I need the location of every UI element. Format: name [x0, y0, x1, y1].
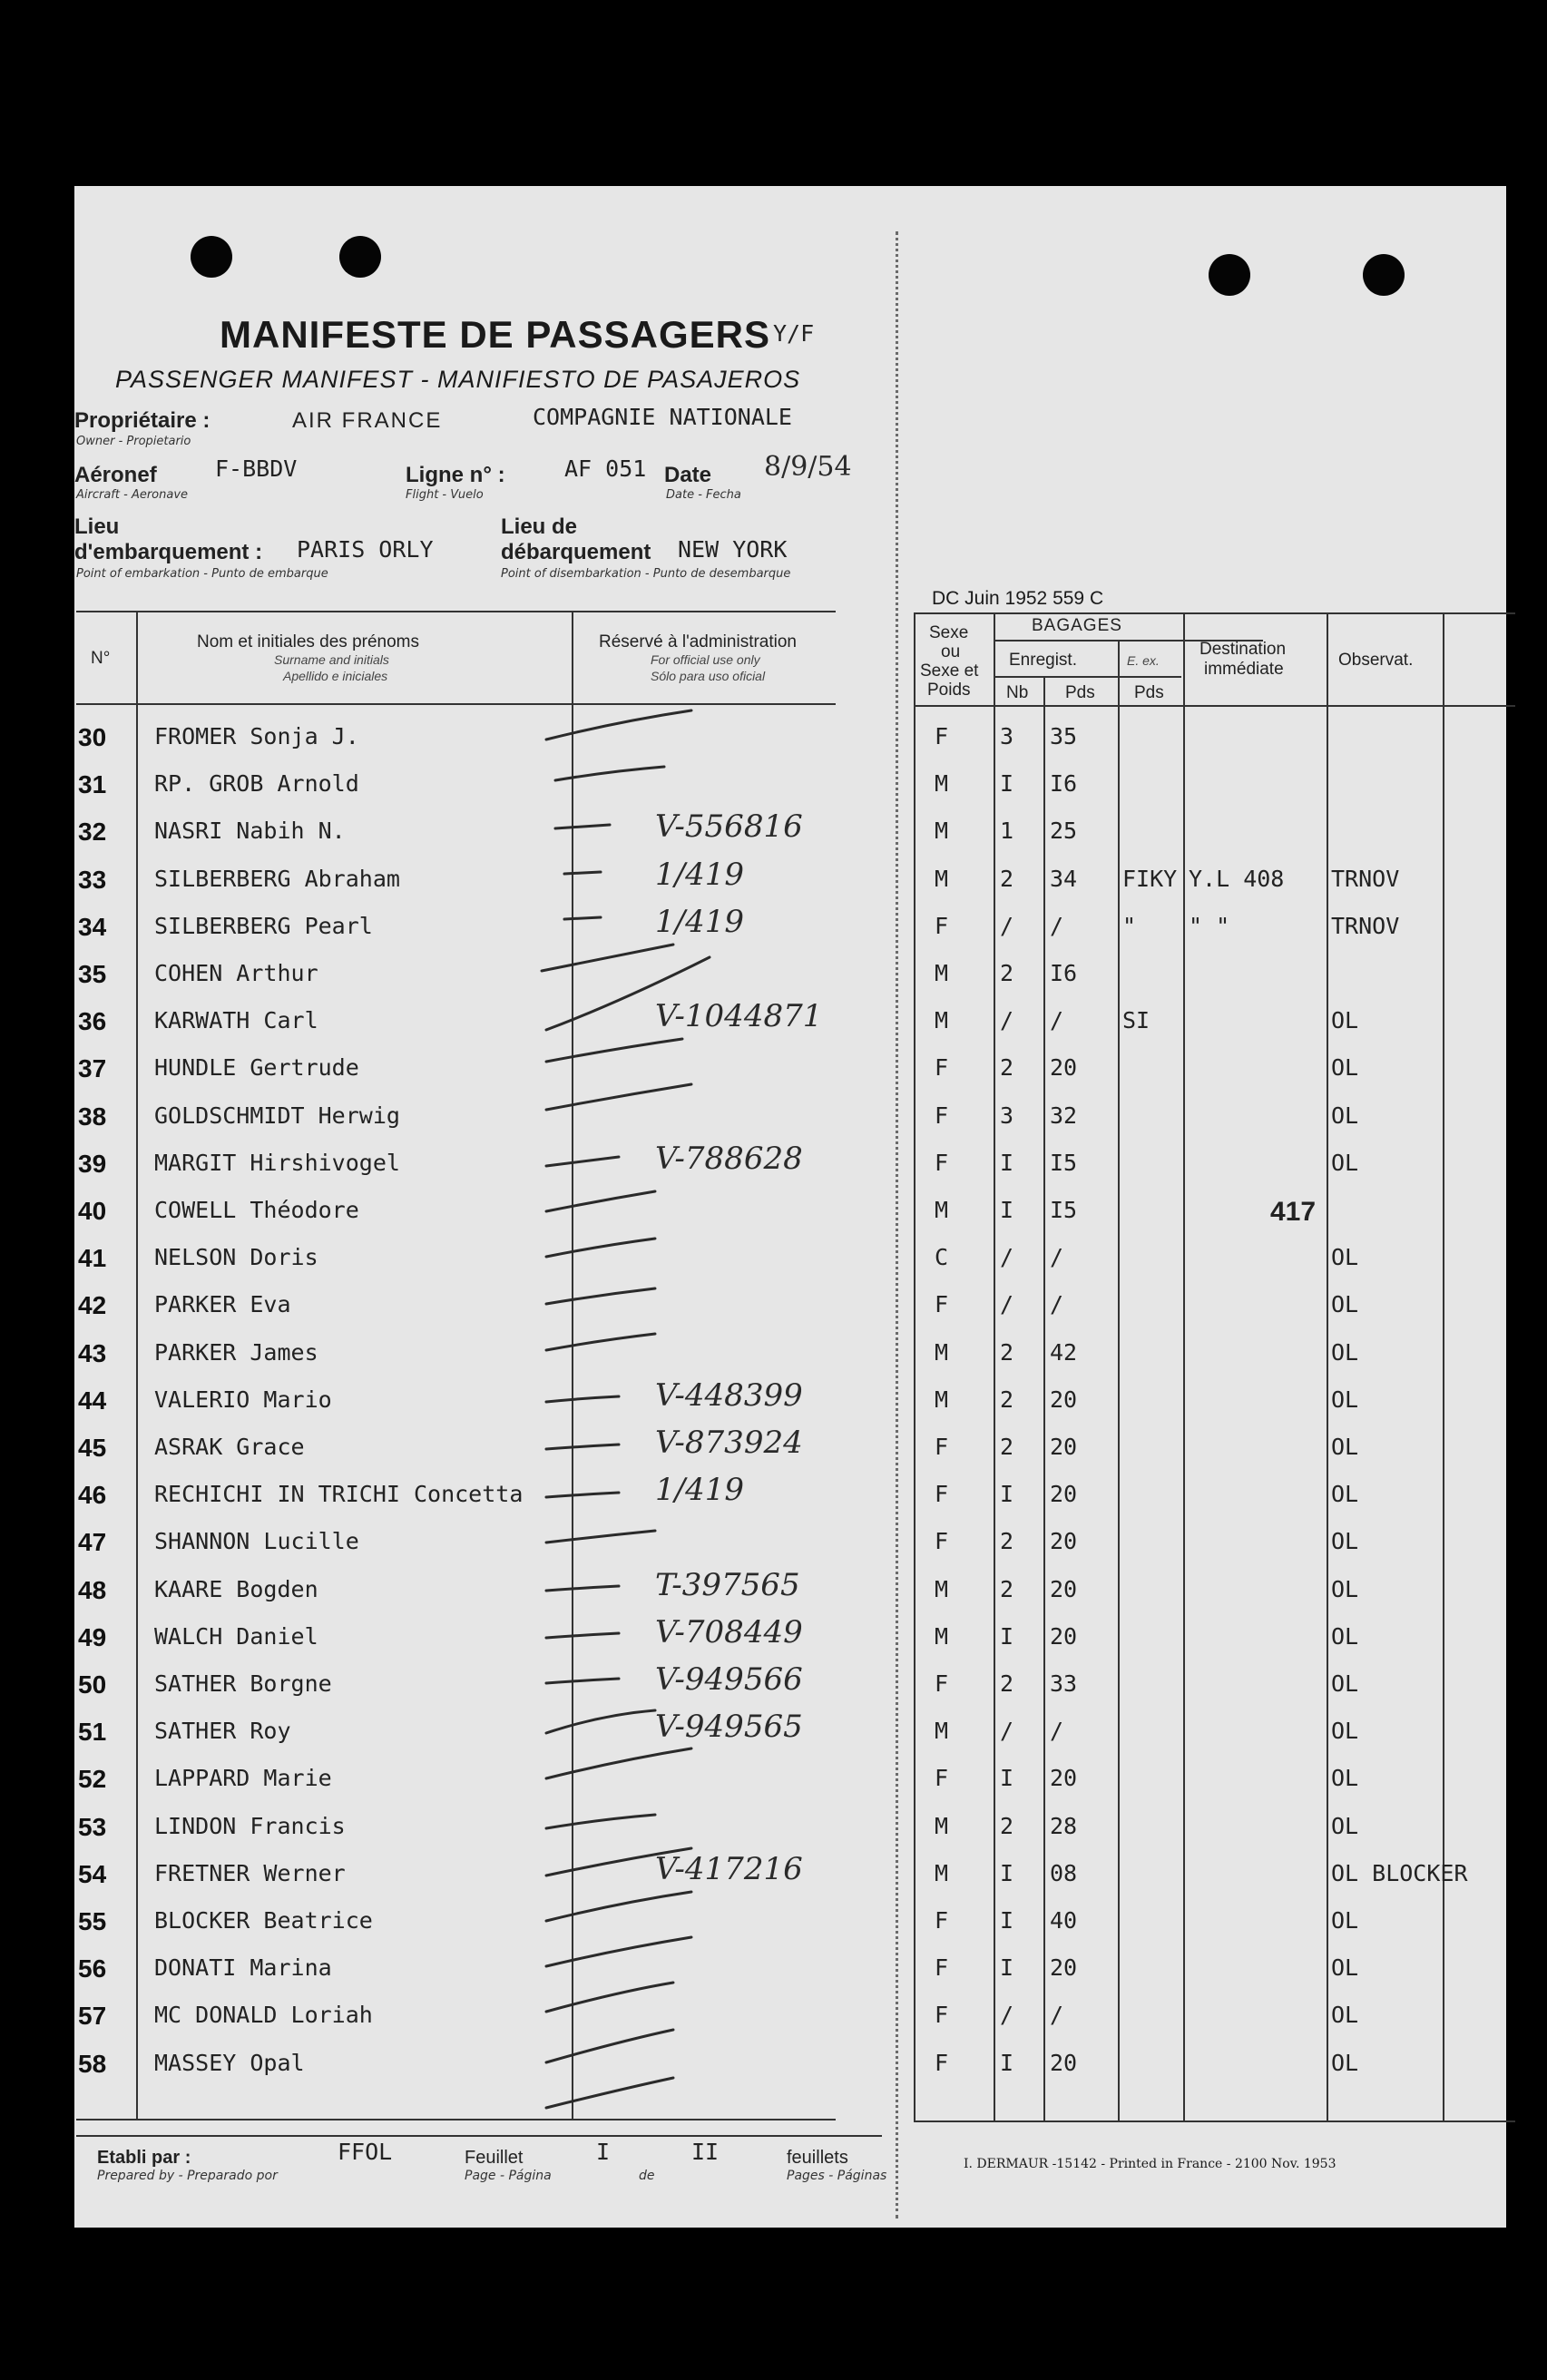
observation: OL: [1331, 2050, 1359, 2076]
passenger-sex: M: [935, 818, 949, 844]
row-number: 33: [78, 866, 107, 894]
baggage-weight: 20: [1050, 1765, 1078, 1791]
row-number: 54: [78, 1860, 107, 1888]
admin-visa-number: 1/419: [655, 904, 744, 940]
pen-stroke: [546, 1679, 619, 1683]
pen-stroke: [546, 1710, 655, 1733]
immediate-destination: Y.L 408: [1189, 866, 1285, 892]
passenger-name: LINDON Francis: [154, 1813, 346, 1839]
passenger-sex: F: [935, 1291, 949, 1317]
baggage-weight: /: [1050, 913, 1064, 939]
baggage-count: 3: [1000, 1102, 1014, 1129]
baggage-count: I: [1000, 1623, 1014, 1650]
observation: OL: [1331, 1813, 1359, 1839]
baggage-weight: 20: [1050, 2050, 1078, 2076]
immediate-destination: " ": [1189, 913, 1230, 939]
passenger-sex: F: [935, 913, 949, 939]
date-label: Date: [664, 463, 712, 487]
manifest-title: MANIFESTE DE PASSAGERS: [220, 313, 770, 356]
debark-sub: Point of disembarkation - Punto de desembarque: [501, 567, 791, 581]
col-destination-header: Destination: [1199, 640, 1287, 659]
row-number: 39: [78, 1150, 107, 1178]
pen-stroke: [546, 1191, 655, 1211]
baggage-count: I: [1000, 2050, 1014, 2076]
observation: TRNOV: [1331, 866, 1400, 892]
passenger-name: WALCH Daniel: [154, 1623, 318, 1650]
admin-visa-number: V-708449: [655, 1614, 803, 1650]
admin-visa-number: V-417216: [655, 1851, 803, 1887]
pen-stroke: [546, 1531, 655, 1543]
baggage-count: 2: [1000, 1054, 1014, 1081]
prepared-sub: Prepared by - Preparado por: [97, 2169, 278, 2183]
observation: OL: [1331, 1007, 1359, 1033]
passenger-name: VALERIO Mario: [154, 1386, 332, 1413]
observation: OL: [1331, 1054, 1359, 1081]
observation: OL BLOCKER: [1331, 1860, 1468, 1886]
row-number: 57: [78, 2002, 107, 2030]
baggage-count: 2: [1000, 1386, 1014, 1413]
observation: OL: [1331, 1339, 1359, 1366]
passenger-name: SILBERBERG Abraham: [154, 866, 400, 892]
baggage-weight: I5: [1050, 1150, 1078, 1176]
passenger-name: KARWATH Carl: [154, 1007, 318, 1033]
embark-sub: Point of embarkation - Punto de embarque: [76, 567, 328, 581]
passenger-sex: M: [935, 1718, 949, 1744]
col-registered-header: Enregist.: [1009, 651, 1077, 670]
passenger-sex: F: [935, 723, 949, 749]
passenger-sex: M: [935, 960, 949, 986]
observation: OL: [1331, 1481, 1359, 1507]
col-admin-header-es: Sólo para uso oficial: [651, 669, 766, 683]
col-nb-header: Nb: [1006, 683, 1029, 702]
observation: OL: [1331, 1434, 1359, 1460]
observation: OL: [1331, 1576, 1359, 1602]
pen-stroke: [546, 710, 691, 739]
col-sex-header-4: Poids: [927, 681, 971, 700]
row-number: 40: [78, 1197, 107, 1225]
baggage-count: I: [1000, 1860, 1014, 1886]
passenger-name: HUNDLE Gertrude: [154, 1054, 359, 1081]
date-sub: Date - Fecha: [666, 488, 741, 502]
col-no-header: N°: [91, 649, 111, 668]
passenger-sex: M: [935, 866, 949, 892]
observation: TRNOV: [1331, 913, 1400, 939]
row-number: 49: [78, 1623, 107, 1651]
baggage-weight: 42: [1050, 1339, 1078, 1366]
row-number: 47: [78, 1528, 107, 1556]
passenger-sex: F: [935, 1102, 949, 1129]
baggage-weight: 28: [1050, 1813, 1078, 1839]
pen-stroke: [546, 2030, 673, 2062]
row-number: 46: [78, 1481, 107, 1509]
passenger-name: MC DONALD Loriah: [154, 2002, 373, 2028]
row-number: 30: [78, 723, 107, 751]
admin-visa-number: V-949565: [655, 1709, 803, 1745]
col-observ-header: Observat.: [1338, 651, 1414, 670]
baggage-weight: 20: [1050, 1576, 1078, 1602]
row-number: 52: [78, 1765, 107, 1793]
baggage-count: 2: [1000, 866, 1014, 892]
row-number: 50: [78, 1670, 107, 1699]
passenger-name: BLOCKER Beatrice: [154, 1907, 373, 1934]
row-number: 42: [78, 1291, 107, 1319]
passenger-name: ASRAK Grace: [154, 1434, 305, 1460]
flight-sub: Flight - Vuelo: [406, 488, 484, 502]
observation: OL: [1331, 1528, 1359, 1554]
flight-label: Ligne n° :: [406, 463, 505, 487]
sheet-value: I: [596, 2139, 611, 2165]
baggage-weight: /: [1050, 1007, 1064, 1033]
passenger-sex: F: [935, 1150, 949, 1176]
passenger-name: SATHER Borgne: [154, 1670, 332, 1697]
observation: OL: [1331, 1954, 1359, 1981]
col-destination-header-2: immédiate: [1204, 660, 1284, 679]
pen-stroke: [546, 1396, 619, 1402]
passenger-name: PARKER James: [154, 1339, 318, 1366]
baggage-weight: 25: [1050, 818, 1078, 844]
passenger-sex: F: [935, 1765, 949, 1791]
passenger-name: FROMER Sonja J.: [154, 723, 359, 749]
row-number: 56: [78, 1954, 107, 1983]
passenger-sex: M: [935, 1623, 949, 1650]
col-excess-header: E. ex.: [1127, 653, 1160, 668]
baggage-count: 2: [1000, 1670, 1014, 1697]
admin-visa-number: T-397565: [655, 1567, 800, 1603]
baggage-count: /: [1000, 1244, 1014, 1270]
observation: OL: [1331, 2002, 1359, 2028]
pen-stroke: [564, 872, 601, 874]
baggage-weight: 32: [1050, 1102, 1078, 1129]
observation: OL: [1331, 1102, 1359, 1129]
col-admin-header-en: For official use only: [651, 652, 760, 667]
passenger-sex: F: [935, 1434, 949, 1460]
observation: OL: [1331, 1150, 1359, 1176]
admin-visa-number: V-873924: [655, 1425, 803, 1461]
pen-stroke: [546, 1334, 655, 1350]
col-name-header: Nom et initiales des prénoms: [197, 632, 419, 651]
passenger-name: DONATI Marina: [154, 1954, 332, 1981]
passenger-name: NASRI Nabih N.: [154, 818, 346, 844]
col-pds-header: Pds: [1065, 683, 1095, 702]
pen-stroke: [546, 1892, 691, 1921]
passenger-sex: F: [935, 1907, 949, 1934]
form-reference: DC Juin 1952 559 C: [932, 588, 1104, 609]
prepared-value: FFOL: [338, 2139, 393, 2165]
sheets-label: feuillets: [787, 2148, 848, 2168]
pen-stroke: [546, 1039, 682, 1062]
row-number: 35: [78, 960, 107, 988]
embark-label-2: d'embarquement :: [74, 540, 263, 564]
flight-value: AF 051: [564, 455, 647, 482]
passenger-sex: F: [935, 2050, 949, 2076]
pen-stroke: [542, 945, 673, 971]
debark-label: Lieu de: [501, 514, 578, 539]
baggage-weight: 20: [1050, 1386, 1078, 1413]
baggage-count: I: [1000, 770, 1014, 797]
pen-stroke: [555, 825, 610, 828]
passenger-sex: F: [935, 1054, 949, 1081]
passenger-name: COHEN Arthur: [154, 960, 318, 986]
admin-visa-number: 1/419: [655, 857, 744, 893]
passenger-sex: M: [935, 1576, 949, 1602]
class-mark: Y/F: [773, 320, 815, 347]
col-baggage-header: BAGAGES: [1032, 616, 1122, 635]
passenger-sex: C: [935, 1244, 949, 1270]
baggage-weight: I6: [1050, 770, 1078, 797]
passenger-name: SILBERBERG Pearl: [154, 913, 373, 939]
passenger-name: KAARE Bogden: [154, 1576, 318, 1602]
pen-stroke: [546, 2078, 673, 2108]
pen-stroke: [546, 1633, 619, 1638]
baggage-count: I: [1000, 1150, 1014, 1176]
row-number: 44: [78, 1386, 107, 1415]
baggage-weight: 35: [1050, 723, 1078, 749]
passenger-name: SATHER Roy: [154, 1718, 291, 1744]
baggage-count: 2: [1000, 1339, 1014, 1366]
pen-stroke: [546, 1084, 691, 1110]
date-value: 8/9/54: [764, 451, 852, 483]
pen-stroke: [546, 1586, 619, 1591]
passenger-name: GOLDSCHMIDT Herwig: [154, 1102, 400, 1129]
passenger-name: COWELL Théodore: [154, 1197, 359, 1223]
row-number: 37: [78, 1054, 107, 1082]
baggage-weight: 33: [1050, 1670, 1078, 1697]
pen-stroke: [546, 1288, 655, 1304]
passenger-sex: M: [935, 770, 949, 797]
baggage-weight: 20: [1050, 1528, 1078, 1554]
baggage-count: 2: [1000, 1576, 1014, 1602]
passenger-name: MASSEY Opal: [154, 2050, 305, 2076]
immediate-destination: 417: [1270, 1197, 1317, 1227]
pen-strokes: [74, 186, 1506, 2228]
sheet-sub: Page - Página: [465, 2169, 552, 2183]
excess-baggage: ": [1122, 913, 1137, 939]
row-number: 48: [78, 1576, 107, 1604]
baggage-count: 3: [1000, 723, 1014, 749]
baggage-count: 2: [1000, 1434, 1014, 1460]
owner-value: AIR FRANCE: [292, 408, 443, 433]
baggage-count: /: [1000, 1007, 1014, 1033]
passenger-name: MARGIT Hirshivogel: [154, 1150, 400, 1176]
pen-stroke: [546, 1815, 655, 1828]
baggage-weight: /: [1050, 1291, 1064, 1317]
row-number: 31: [78, 770, 107, 798]
owner-label: Propriétaire :: [74, 408, 211, 433]
baggage-weight: 20: [1050, 1054, 1078, 1081]
admin-visa-number: V-949566: [655, 1661, 803, 1698]
baggage-count: 2: [1000, 1528, 1014, 1554]
baggage-count: /: [1000, 1718, 1014, 1744]
baggage-count: 1: [1000, 818, 1014, 844]
baggage-weight: 20: [1050, 1434, 1078, 1460]
row-number: 55: [78, 1907, 107, 1935]
col-admin-header: Réservé à l'administration: [599, 632, 797, 651]
pen-stroke: [564, 917, 601, 919]
pen-stroke: [546, 1748, 691, 1778]
baggage-weight: 20: [1050, 1954, 1078, 1981]
col-pds-excess-header: Pds: [1134, 683, 1164, 702]
pen-stroke: [546, 957, 710, 1030]
owner-sub: Owner - Propietario: [76, 435, 191, 448]
baggage-count: I: [1000, 1765, 1014, 1791]
baggage-weight: /: [1050, 1244, 1064, 1270]
baggage-weight: I5: [1050, 1197, 1078, 1223]
passenger-sex: M: [935, 1813, 949, 1839]
passenger-sex: M: [935, 1007, 949, 1033]
embark-value: PARIS ORLY: [297, 536, 434, 563]
row-number: 38: [78, 1102, 107, 1131]
admin-visa-number: V-788628: [655, 1141, 803, 1177]
pen-stroke: [546, 1937, 691, 1966]
admin-visa-number: V-556816: [655, 808, 803, 845]
observation: OL: [1331, 1291, 1359, 1317]
observation: OL: [1331, 1907, 1359, 1934]
observation: OL: [1331, 1244, 1359, 1270]
row-number: 34: [78, 913, 107, 941]
col-name-header-es: Apellido e iniciales: [283, 669, 388, 683]
aircraft-sub: Aircraft - Aeronave: [76, 488, 189, 502]
excess-baggage: SI: [1122, 1007, 1150, 1033]
row-number: 36: [78, 1007, 107, 1035]
passenger-sex: F: [935, 1954, 949, 1981]
passenger-name: SHANNON Lucille: [154, 1528, 359, 1554]
baggage-weight: I6: [1050, 960, 1078, 986]
observation: OL: [1331, 1623, 1359, 1650]
sheet-label: Feuillet: [465, 2148, 524, 2168]
of-label: de: [639, 2169, 655, 2183]
passenger-sex: M: [935, 1860, 949, 1886]
passenger-name: RP. GROB Arnold: [154, 770, 359, 797]
row-number: 32: [78, 818, 107, 846]
manifest-sheet: [74, 186, 1506, 2228]
printer-imprint: I. DERMAUR -15142 - Printed in France - 2100 Nov. 1953: [964, 2157, 1336, 2171]
passenger-name: FRETNER Werner: [154, 1860, 346, 1886]
admin-visa-number: V-448399: [655, 1377, 803, 1414]
baggage-count: I: [1000, 1954, 1014, 1981]
total-value: II: [691, 2139, 720, 2165]
pen-stroke: [546, 1983, 673, 2012]
admin-visa-number: 1/419: [655, 1472, 744, 1508]
passenger-sex: M: [935, 1339, 949, 1366]
observation: OL: [1331, 1386, 1359, 1413]
col-sex-header-2: ou: [941, 642, 961, 661]
debark-label-2: débarquement: [501, 540, 651, 564]
footer-top-line: [76, 2135, 882, 2137]
passenger-sex: M: [935, 1386, 949, 1413]
sheets-sub: Pages - Páginas: [787, 2169, 887, 2183]
admin-visa-number: V-1044871: [655, 998, 823, 1034]
excess-baggage: FIKY: [1122, 866, 1178, 892]
baggage-count: I: [1000, 1907, 1014, 1934]
debark-value: NEW YORK: [678, 536, 788, 563]
pen-stroke: [546, 1493, 619, 1497]
passenger-sex: F: [935, 1528, 949, 1554]
row-number: 51: [78, 1718, 107, 1746]
row-number: 43: [78, 1339, 107, 1367]
observation: OL: [1331, 1670, 1359, 1697]
baggage-weight: 34: [1050, 866, 1078, 892]
passenger-sex: F: [935, 1481, 949, 1507]
row-number: 41: [78, 1244, 107, 1272]
row-number: 45: [78, 1434, 107, 1462]
pen-stroke: [546, 1445, 619, 1449]
embark-label: Lieu: [74, 514, 120, 539]
baggage-count: I: [1000, 1197, 1014, 1223]
baggage-count: I: [1000, 1481, 1014, 1507]
prepared-label: Etabli par :: [97, 2148, 191, 2168]
baggage-count: /: [1000, 1291, 1014, 1317]
baggage-weight: 08: [1050, 1860, 1078, 1886]
passenger-name: RECHICHI IN TRICHI Concetta: [154, 1481, 524, 1507]
passenger-sex: F: [935, 2002, 949, 2028]
baggage-weight: /: [1050, 2002, 1064, 2028]
baggage-count: 2: [1000, 1813, 1014, 1839]
pen-stroke: [546, 1157, 619, 1166]
observation: OL: [1331, 1718, 1359, 1744]
col-name-header-en: Surname and initials: [274, 652, 389, 667]
baggage-weight: 20: [1050, 1623, 1078, 1650]
baggage-weight: 20: [1050, 1481, 1078, 1507]
observation: OL: [1331, 1765, 1359, 1791]
baggage-count: 2: [1000, 960, 1014, 986]
col-sex-header-3: Sexe et: [920, 661, 979, 681]
baggage-count: /: [1000, 2002, 1014, 2028]
pen-stroke: [546, 1239, 655, 1257]
passenger-name: PARKER Eva: [154, 1291, 291, 1317]
aircraft-label: Aéronef: [74, 463, 157, 487]
baggage-weight: 40: [1050, 1907, 1078, 1934]
passenger-name: NELSON Doris: [154, 1244, 318, 1270]
passenger-sex: F: [935, 1670, 949, 1697]
row-number: 53: [78, 1813, 107, 1841]
manifest-subtitle: PASSENGER MANIFEST - MANIFIESTO DE PASAJEROS: [115, 366, 801, 393]
owner-typed: COMPAGNIE NATIONALE: [533, 404, 792, 430]
baggage-weight: /: [1050, 1718, 1064, 1744]
pen-stroke: [555, 767, 664, 780]
passenger-name: LAPPARD Marie: [154, 1765, 332, 1791]
aircraft-value: F-BBDV: [215, 455, 298, 482]
baggage-count: /: [1000, 913, 1014, 939]
pen-stroke: [546, 1848, 691, 1876]
col-sex-header: Sexe: [929, 623, 969, 642]
row-number: 58: [78, 2050, 107, 2078]
passenger-sex: M: [935, 1197, 949, 1223]
